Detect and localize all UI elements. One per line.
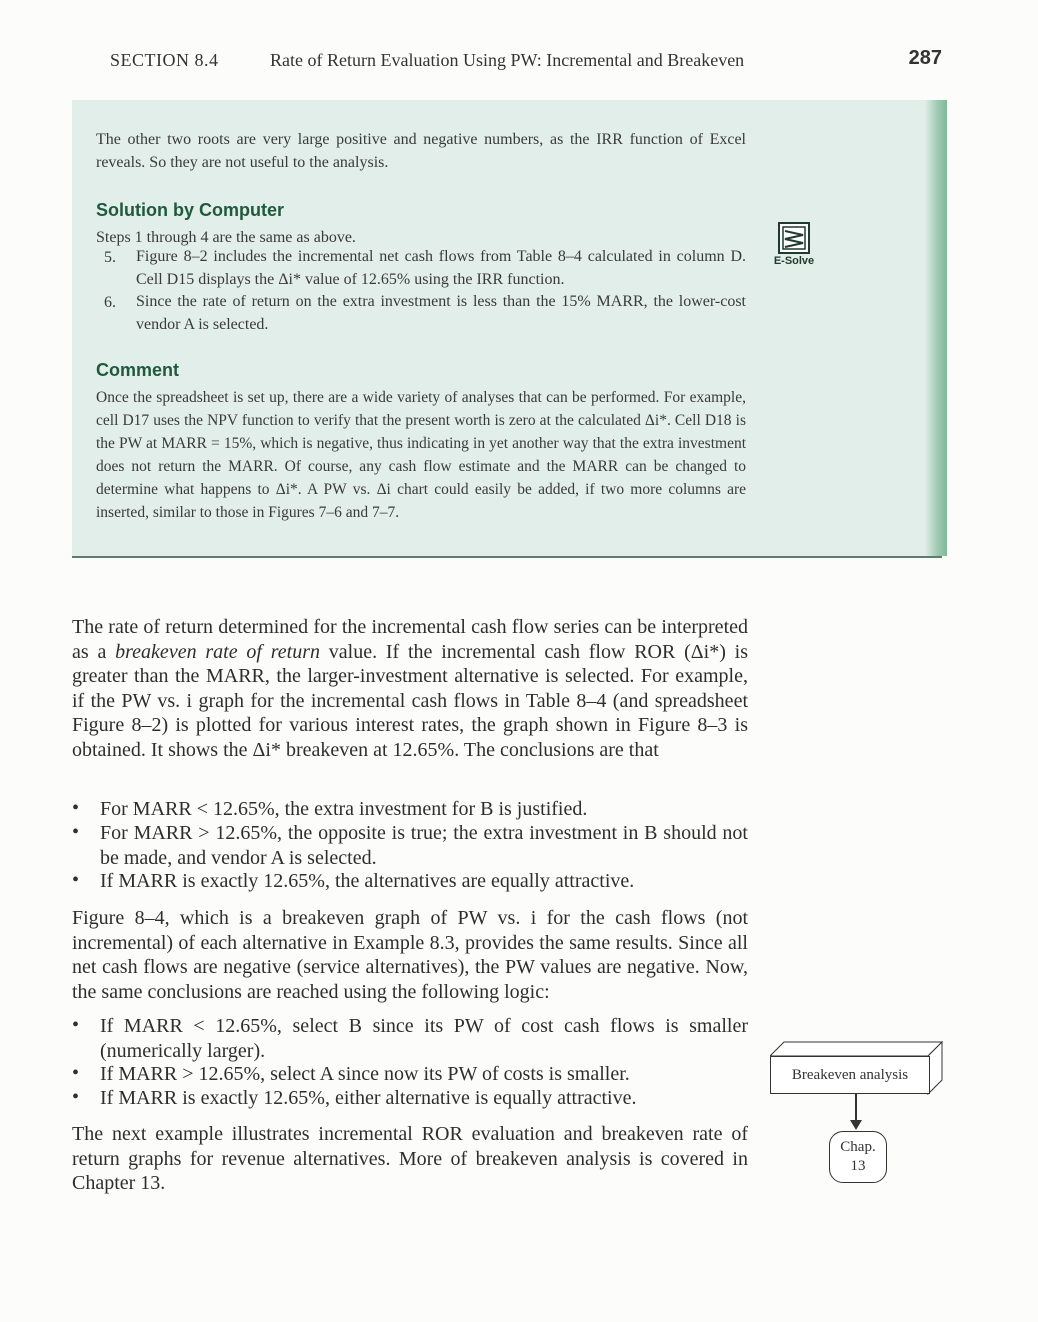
conclusion-bullet-2: For MARR > 12.65%, the opposite is true; the extra investment in B should not be made, and vendor A is selected.: [100, 822, 748, 869]
box-edge-decoration: [925, 100, 947, 556]
para1-part-a: The rate of return determined for the incremental cash flow series can be interpreted as a: [72, 616, 748, 663]
margin-note: [770, 1040, 946, 1126]
comment-heading: Comment: [96, 360, 180, 380]
conclusion-bullet-3: If MARR is exactly 12.65%, the alternatives are equally attractive.: [100, 870, 635, 892]
step5-text: Figure 8–2 includes the incremental net cash flows from Table 8–4 calculated in column D. Cell D15 displays the Δi* value of 12.65% using the IRR function.: [136, 248, 746, 288]
paragraph-breakeven-intro: [72, 615, 748, 762]
step5-number: 5.: [104, 249, 116, 266]
box-intro-text: The other two roots are very large positive and negative numbers, as the IRR function of Excel reveals. So they are not useful to the analysis.: [96, 131, 746, 171]
chap-label: Chap.: [840, 1139, 876, 1155]
bullet-dot: •: [72, 797, 80, 819]
paragraph-figure-8-4: Figure 8–4, which is a breakeven graph of PW vs. i for the cash flows (not incremental) of each alternative in Example 8.3, provides the same results. Since all net cash flows are negative (service alternatives), the PW values are negative. Now, the same conclusions are reached using the following logic:: [72, 907, 748, 1003]
logic-bullet-1: If MARR < 12.65%, select B since its PW of cost cash flows is smaller (numerically larger).: [100, 1015, 748, 1062]
box-bottom-rule: [72, 556, 942, 558]
e-solve-label: E-Solve: [773, 255, 815, 267]
solution-heading: Solution by Computer: [96, 200, 284, 220]
e-solve-icon: [777, 221, 811, 255]
comment-text: Once the spreadsheet is set up, there are a wide variety of analyses that can be performed. For example, cell D17 uses the NPV function to verify that the present worth is zero at the calculated Δi*. Cell D18 is the PW at MARR = 15%, which is negative, thus indicating in yet another way that the extra investment does not return the MARR. Of course, any cash flow estimate and the MARR can be changed to determine what happens to Δi*. A PW vs. Δi chart could easily be added, if two more columns are inserted, similar to those in Figures 7–6 and 7–7.: [96, 389, 746, 521]
bullet-dot: •: [72, 1062, 80, 1084]
e-solve-badge: [766, 221, 822, 267]
bullet-dot: •: [72, 869, 80, 891]
conclusion-bullet-1: For MARR < 12.65%, the extra investment for B is justified.: [100, 798, 588, 820]
bullet-dot: •: [72, 1086, 80, 1108]
para1-emphasis: breakeven rate of return: [115, 640, 320, 663]
step6-number: 6.: [104, 294, 116, 311]
logic-bullet-3: If MARR is exactly 12.65%, either alternative is equally attractive.: [100, 1087, 637, 1109]
para1-part-b: value. If the incremental cash flow ROR (Δi*) is greater than the MARR, the larger-investment alternative is selected. For example, if the PW vs. i graph for the incremental cash flows in Table 8–4 (and spreadsheet Figure 8–2) is plotted for various interest rates, the graph shown in Figure 8–3 is obtained. It shows the Δi* breakeven at 12.65%. The conclusions are that: [72, 640, 748, 761]
steps-intro: Steps 1 through 4 are the same as above.: [96, 229, 356, 246]
bullet-dot: •: [72, 1014, 80, 1036]
section-label: SECTION 8.4: [110, 50, 219, 70]
page-number: 287: [908, 47, 942, 69]
logic-bullet-2: If MARR > 12.65%, select A since now its PW of costs is smaller.: [100, 1063, 630, 1085]
step6-text: Since the rate of return on the extra investment is less than the 15% MARR, the lower-cost vendor A is selected.: [136, 293, 746, 333]
chap-number: 13: [850, 1158, 866, 1174]
bullet-dot: •: [72, 821, 80, 843]
running-title: Rate of Return Evaluation Using PW: Incremental and Breakeven: [270, 50, 745, 70]
chapter-reference: [829, 1131, 887, 1183]
paragraph-next-example: The next example illustrates incremental ROR evaluation and breakeven rate of return graphs for revenue alternatives. More of breakeven analysis is covered in Chapter 13.: [72, 1123, 748, 1194]
breakeven-analysis-label: Breakeven analysis: [770, 1056, 930, 1094]
